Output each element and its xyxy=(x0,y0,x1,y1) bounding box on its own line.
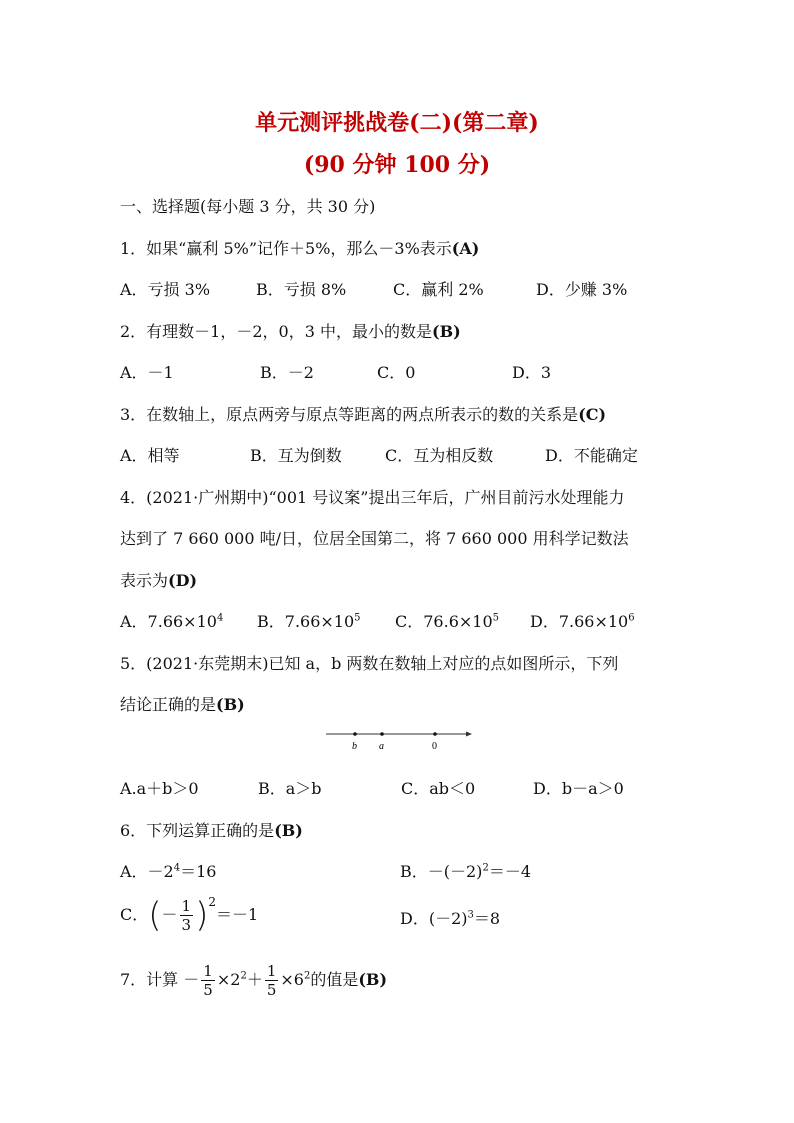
q2-option-d: D．3 xyxy=(512,363,552,382)
question-4-line-3 xyxy=(120,568,197,591)
question-5-stem-end: 结论正确的是 xyxy=(120,695,217,714)
q6-option-c-sign: － xyxy=(161,905,178,924)
question-4-answer: (D) xyxy=(168,571,198,590)
number-line-arrow xyxy=(466,732,472,737)
question-5-line-1: 5．(2021·东莞期末)已知 a，b 两数在数轴上对应的点如图所示，下列 xyxy=(120,654,619,673)
fraction-denominator: 5 xyxy=(203,981,213,999)
question-7 xyxy=(120,955,387,1005)
question-1-answer: (A) xyxy=(451,239,480,258)
q7-sign-1: － xyxy=(183,970,200,989)
question-7-answer: (B) xyxy=(358,970,388,989)
q3-option-b: B．互为倒数 xyxy=(250,446,342,465)
question-1 xyxy=(120,236,479,259)
q1-option-b: B．亏损 8% xyxy=(256,280,347,299)
q1-option-d: D．少赚 3% xyxy=(536,280,628,299)
question-5-answer: (B) xyxy=(216,695,245,714)
question-2 xyxy=(120,319,461,342)
q6-option-d xyxy=(400,906,500,929)
q4-option-a-base: A．7.66×10 xyxy=(120,612,217,631)
q7-term-2: ×6 xyxy=(280,970,304,989)
q3-option-c: C．互为相反数 xyxy=(385,446,494,465)
q7-term-1: ×2 xyxy=(216,970,241,989)
point-a xyxy=(380,732,384,736)
label-b: b xyxy=(352,741,357,752)
q7-sign-2: ＋ xyxy=(246,970,263,989)
fraction-one-fifth-2 xyxy=(265,962,279,999)
q6-option-b-pre: B．－(－2) xyxy=(400,862,483,881)
fraction-denominator: 3 xyxy=(181,916,192,934)
question-3-stem: 3．在数轴上，原点两旁与原点等距离的两点所表示的数的关系是 xyxy=(120,405,579,424)
q6-option-d-post: ＝8 xyxy=(473,909,501,928)
label-zero: 0 xyxy=(432,741,437,752)
q4-option-b-base: B．7.66×10 xyxy=(257,612,355,631)
point-origin xyxy=(433,732,437,736)
q2-option-a: A．－1 xyxy=(120,363,174,382)
q5-option-c: C．ab＜0 xyxy=(401,779,476,798)
question-6-stem: 6．下列运算正确的是 xyxy=(120,821,275,840)
q6-option-d-pre: D．(－2) xyxy=(400,909,468,928)
question-2-answer: (B) xyxy=(432,322,461,341)
q4-option-a xyxy=(120,609,223,632)
fraction-numerator: 1 xyxy=(203,962,213,980)
fraction-denominator: 5 xyxy=(266,981,277,999)
right-paren: ) xyxy=(195,895,209,936)
q5-option-b: B．a＞b xyxy=(258,779,322,798)
number-line-figure xyxy=(320,725,480,757)
q7-exp-1: 2 xyxy=(240,970,247,982)
q4-option-b xyxy=(257,609,361,632)
question-6-answer: (B) xyxy=(274,821,303,840)
q4-option-d-base: D．7.66×10 xyxy=(530,612,629,631)
q6-option-d-exp: 3 xyxy=(467,909,474,921)
q6-option-c xyxy=(120,890,258,941)
question-7-label: 7．计算 xyxy=(120,970,179,989)
q4-option-c xyxy=(395,609,499,632)
question-4-stem-end: 表示为 xyxy=(120,571,169,590)
q7-exp-2: 2 xyxy=(303,970,311,982)
question-4-line-1: 4．(2021·广州期中)“001 号议案”提出三年后，广州目前污水处理能力 xyxy=(120,488,625,507)
question-1-stem: 1．如果“赢利 5%”记作＋5%，那么－3%表示 xyxy=(120,239,452,258)
label-a: a xyxy=(379,741,384,752)
q6-option-a-exp: 4 xyxy=(173,862,181,874)
q2-option-b: B．－2 xyxy=(260,363,314,382)
question-3-answer: (C) xyxy=(578,405,607,424)
q5-option-d: D．b－a＞0 xyxy=(533,779,624,798)
q2-option-c: C．0 xyxy=(377,363,416,382)
fraction-one-fifth-1 xyxy=(201,962,215,999)
q6-option-c-exp: 2 xyxy=(208,894,216,909)
q3-option-a: A．相等 xyxy=(120,446,180,465)
q6-option-a-pre: A．－2 xyxy=(120,862,174,881)
question-6 xyxy=(120,818,303,841)
question-2-stem: 2．有理数－1，－2，0，3 中，最小的数是 xyxy=(120,322,432,341)
q4-option-c-exp: 5 xyxy=(492,612,500,624)
question-5-line-2 xyxy=(120,692,245,715)
q5-option-a: A.a＋b＞0 xyxy=(120,779,199,798)
q3-option-d: D．不能确定 xyxy=(545,446,638,465)
q6-option-c-post: ＝－1 xyxy=(215,905,259,924)
q4-option-b-exp: 5 xyxy=(354,612,361,624)
page-subtitle: (90 分钟 100 分) xyxy=(303,152,491,178)
fraction-one-third xyxy=(180,897,194,934)
section-heading: 一、选择题(每小题 3 分，共 30 分) xyxy=(120,197,376,216)
q6-option-b xyxy=(400,859,531,882)
q4-option-c-base: C．76.6×10 xyxy=(395,612,493,631)
fraction-numerator: 1 xyxy=(266,962,277,980)
question-3 xyxy=(120,402,606,425)
q4-option-d-exp: 6 xyxy=(628,612,635,624)
page-title: 单元测评挑战卷(二)(第二章) xyxy=(255,110,539,136)
point-b xyxy=(353,732,357,736)
q6-option-b-exp: 2 xyxy=(482,862,489,874)
fraction-numerator: 1 xyxy=(181,897,192,915)
q6-option-a xyxy=(120,859,217,882)
left-paren: ( xyxy=(148,895,162,936)
q7-tail: 的值是 xyxy=(310,970,359,989)
q4-option-a-exp: 4 xyxy=(216,612,224,624)
q6-option-c-label: C． xyxy=(120,905,149,924)
q6-option-a-post: ＝16 xyxy=(180,862,217,881)
q6-option-b-post: ＝－4 xyxy=(488,862,531,881)
q1-option-c: C．赢利 2% xyxy=(393,280,484,299)
q1-option-a: A．亏损 3% xyxy=(120,280,211,299)
q4-option-d xyxy=(530,609,635,632)
question-4-line-2: 达到了 7 660 000 吨/日，位居全国第二，将 7 660 000 用科学记数法 xyxy=(120,529,629,548)
